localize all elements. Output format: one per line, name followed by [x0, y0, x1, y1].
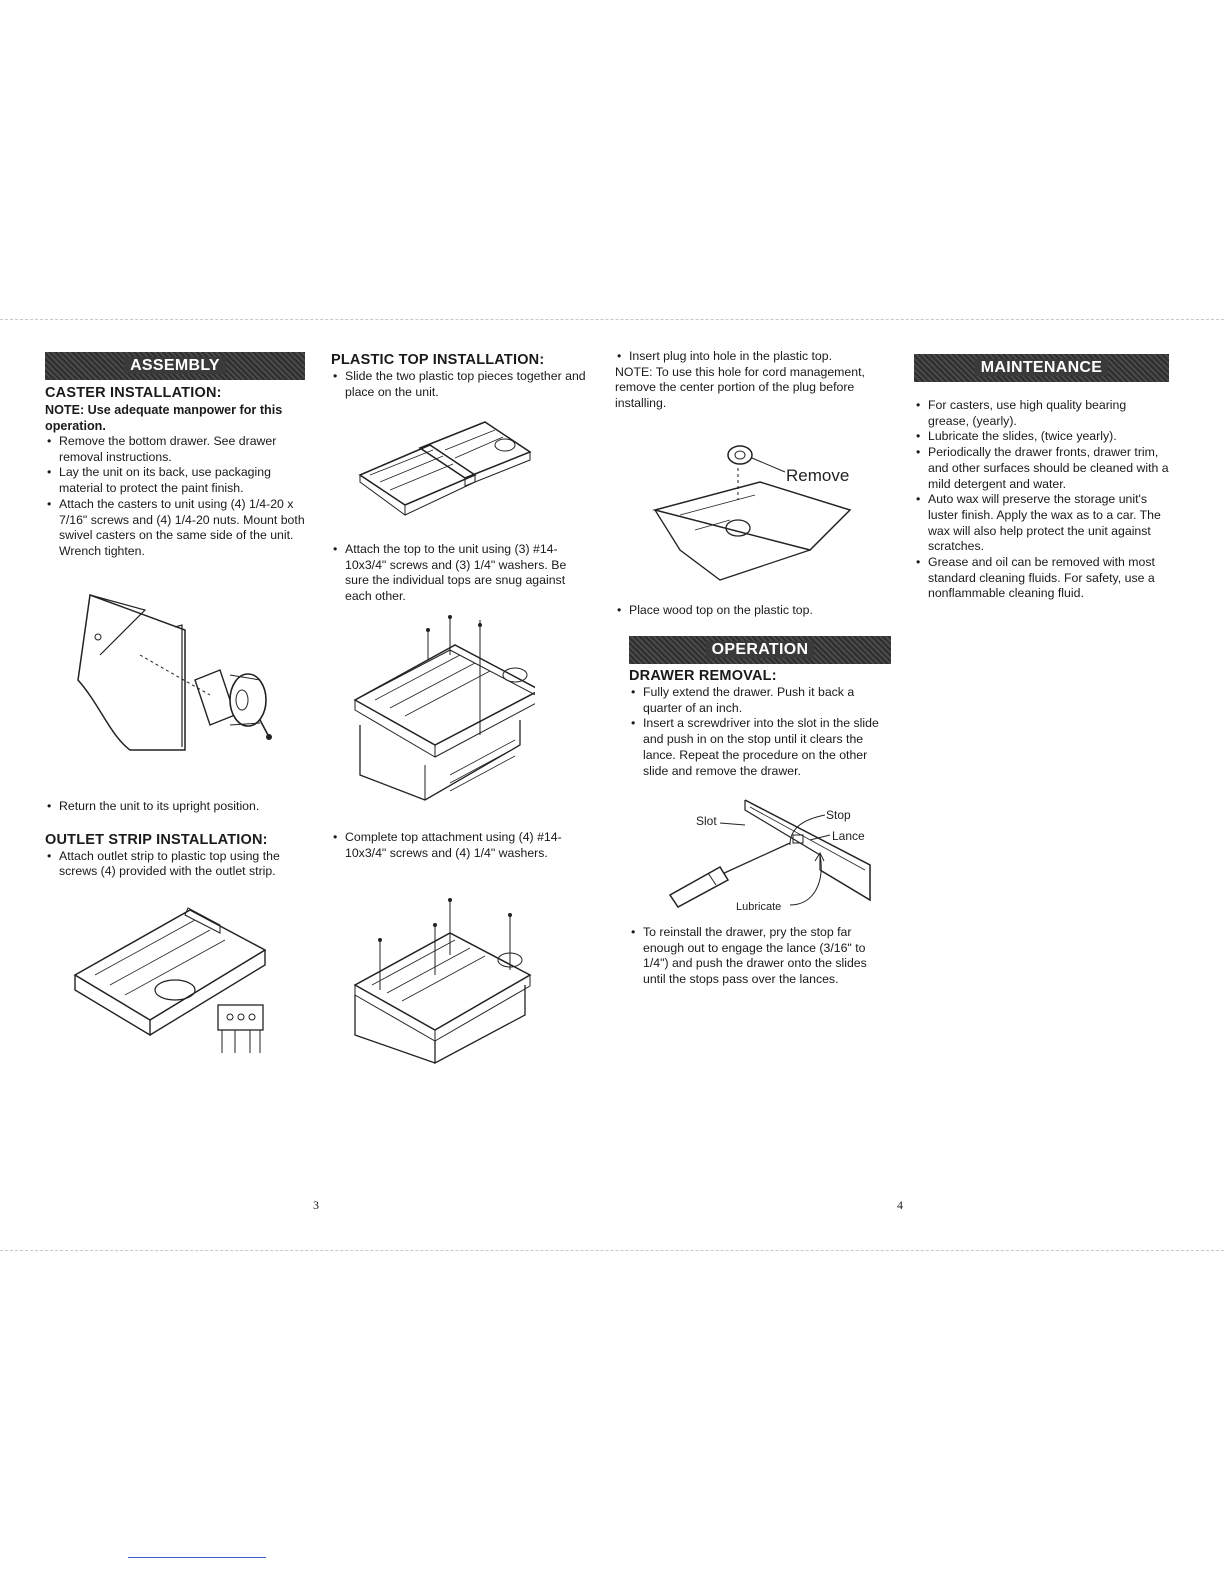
lance-label: Lance: [832, 829, 865, 843]
list-item: • Slide the two plastic top pieces together and place on the unit.: [331, 369, 586, 400]
list-item: • Complete top attachment using (4) #14-10x3/4" screws and (4) 1/4" washers.: [331, 830, 586, 861]
page-number-right: 4: [897, 1198, 903, 1212]
caster-heading: CASTER INSTALLATION:: [45, 385, 222, 401]
assembly-banner: ASSEMBLY: [45, 352, 305, 380]
slot-label: Slot: [696, 814, 717, 828]
plug-column: [615, 349, 885, 412]
footer-link-underline[interactable]: [128, 1557, 266, 1558]
plastic-tops-illustration: [355, 420, 535, 525]
maintenance-items: [914, 398, 1169, 602]
plug-note: NOTE: To use this hole for cord management, remove the center portion of the plug before installing.: [615, 364, 865, 411]
reinstall-step: [629, 925, 891, 988]
list-item: • Remove the bottom drawer. See drawer removal instructions.: [45, 434, 305, 465]
plastic-top-step-2: [331, 542, 586, 605]
top-attach-illustration: [350, 615, 535, 805]
wood-top-step: [615, 603, 885, 619]
outlet-steps: [45, 849, 305, 880]
top-divider: [0, 319, 1224, 320]
list-item: • Insert a screwdriver into the slot in the slide and push in on the stop until it clears the lance. Repeat the procedure on the other slide and remove the drawer.: [629, 716, 891, 779]
list-item: • Attach the top to the unit using (3) #14-10x3/4" screws and (3) 1/4" washers. Be sure the individual tops are snug against each other.: [331, 542, 586, 605]
lubricate-label: Lubricate: [736, 901, 782, 913]
assembly-column: [45, 352, 305, 560]
maintenance-column: [914, 354, 1169, 602]
list-item: • Attach the casters to unit using (4) 1/4-20 x 7/16" screws and (4) 1/4-20 nuts. Mount both swivel casters on the same side of the unit. Wrench tighten.: [45, 497, 305, 560]
remove-label: Remove: [786, 466, 850, 485]
list-item: • Return the unit to its upright position.: [45, 799, 305, 815]
caster-note: NOTE: Use adequate manpower for this operation.: [45, 403, 283, 433]
maintenance-banner: MAINTENANCE: [914, 354, 1169, 382]
stop-label: Stop: [826, 808, 851, 822]
list-item: • Attach outlet strip to plastic top using the screws (4) provided with the outlet strip.: [45, 849, 305, 880]
bottom-divider: [0, 1250, 1224, 1251]
list-item: • Periodically the drawer fronts, drawer trim, and other surfaces should be cleaned with a mild detergent and water.: [914, 445, 1169, 492]
list-item: • Lubricate the slides, (twice yearly).: [914, 429, 1169, 445]
caster-final: [45, 799, 305, 880]
page-number-left: 3: [313, 1198, 319, 1212]
drawer-removal-heading: DRAWER REMOVAL:: [629, 668, 777, 684]
plastic-top-column: [331, 352, 586, 400]
caster-steps: [45, 434, 305, 560]
plug-illustration: [650, 440, 865, 585]
list-item: • For casters, use high quality bearing grease, (yearly).: [914, 398, 1169, 429]
outlet-heading: OUTLET STRIP INSTALLATION:: [45, 831, 268, 848]
list-item: • To reinstall the drawer, pry the stop far enough out to engage the lance (3/16" to 1/4") and push the drawer onto the slides until the stops pass over the lances.: [629, 925, 891, 988]
complete-attach-illustration: [350, 895, 535, 1065]
list-item: • Lay the unit on its back, use packaging material to protect the paint finish.: [45, 465, 305, 496]
caster-illustration: [70, 585, 290, 765]
list-item: • Auto wax will preserve the storage unit's luster finish. Apply the wax as to a car. The wax will also help protect the unit against scratches.: [914, 492, 1169, 555]
list-item: • Insert plug into hole in the plastic top.: [615, 349, 885, 365]
operation-banner: OPERATION: [629, 636, 891, 664]
outlet-strip-illustration: [70, 905, 280, 1055]
plastic-top-step-3: [331, 830, 586, 861]
list-item: • Place wood top on the plastic top.: [615, 603, 885, 619]
drawer-slide-illustration: [650, 795, 880, 920]
plastic-top-heading: PLASTIC TOP INSTALLATION:: [331, 352, 545, 368]
list-item: • Fully extend the drawer. Push it back a quarter of an inch.: [629, 685, 891, 716]
operation-column: [629, 636, 891, 779]
list-item: • Grease and oil can be removed with most standard cleaning fluids. For safety, use a nonflammable cleaning fluid.: [914, 555, 1169, 602]
drawer-removal-steps: [629, 685, 891, 779]
